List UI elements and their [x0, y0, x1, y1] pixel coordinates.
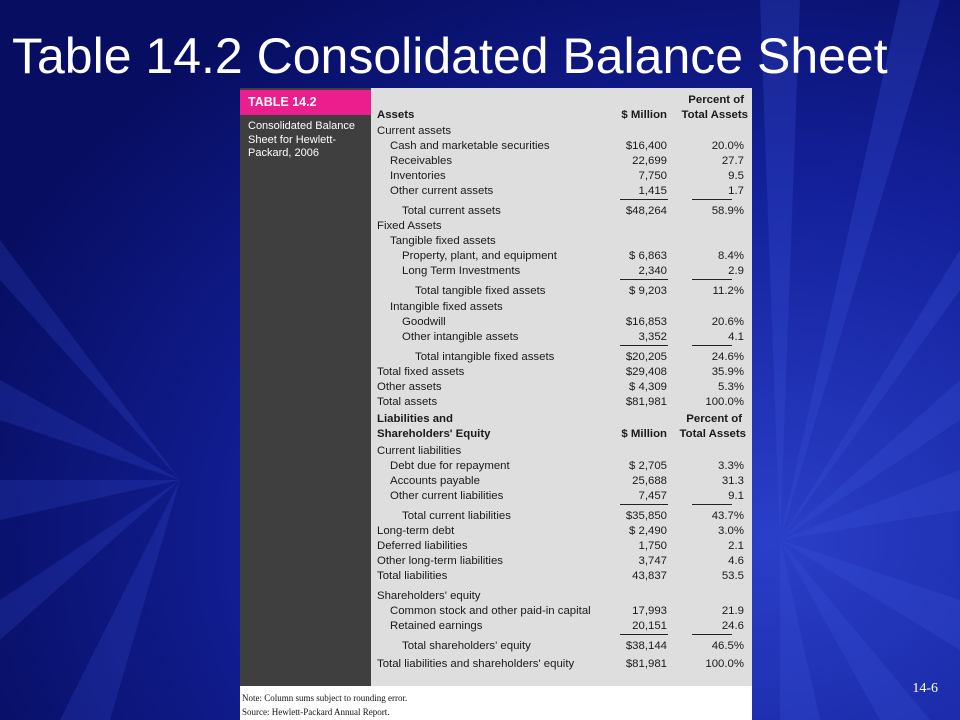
row-label: Other current assets	[390, 185, 494, 197]
row-amount: $ 2,705	[628, 460, 667, 472]
row-amount: $20,205	[625, 351, 667, 363]
row-amount: 20,151	[632, 620, 667, 632]
table-row	[240, 330, 752, 345]
table-notes	[240, 686, 752, 720]
row-label: Total assets	[377, 396, 438, 408]
row-label: Total liabilities and shareholders' equity	[377, 658, 575, 670]
row-label: Other long-term liabilities	[377, 555, 503, 567]
row-label: Total current liabilities	[402, 510, 511, 522]
table-row	[240, 380, 752, 395]
row-amount: $38,144	[625, 640, 667, 652]
row-label: Receivables	[390, 155, 453, 167]
row-label: Total shareholders' equity	[402, 640, 531, 652]
row-label: Other intangible assets	[402, 331, 519, 343]
row-amount: 1,750	[638, 540, 667, 552]
table-row	[240, 108, 752, 123]
row-amount: 7,750	[638, 170, 667, 182]
percent-subtotal-rule	[692, 634, 732, 635]
table-row	[240, 657, 752, 672]
row-percent: 1.7	[728, 185, 744, 197]
row-label: Goodwill	[402, 316, 446, 328]
percent-subtotal-rule	[692, 279, 732, 280]
row-amount: 22,699	[632, 155, 667, 167]
rounding-note: Note: Column sums subject to rounding error.	[242, 693, 408, 703]
row-label: Assets	[377, 109, 415, 121]
percent-subtotal-rule	[692, 504, 732, 505]
amount-subtotal-rule	[620, 345, 668, 346]
table-row	[240, 639, 752, 654]
row-percent: 27.7	[721, 155, 744, 167]
row-label: Debt due for repayment	[390, 460, 510, 472]
row-amount: $81,981	[625, 658, 667, 670]
table-row	[240, 219, 752, 234]
row-amount: $16,853	[625, 316, 667, 328]
table-row	[240, 184, 752, 199]
row-label: Intangible fixed assets	[390, 301, 503, 313]
row-label: Accounts payable	[390, 475, 480, 487]
row-label: Long Term Investments	[402, 265, 521, 277]
table-row	[240, 524, 752, 539]
amount-subtotal-rule	[620, 504, 668, 505]
table-row	[240, 154, 752, 169]
table-row	[240, 300, 752, 315]
row-label: Total intangible fixed assets	[415, 351, 555, 363]
row-percent: 53.5	[721, 570, 744, 582]
table-row	[240, 459, 752, 474]
table-row	[240, 489, 752, 504]
table-row	[240, 509, 752, 524]
table-row	[240, 474, 752, 489]
row-amount: $ 4,309	[628, 381, 667, 393]
page-number: 14-6	[912, 681, 938, 696]
amount-subtotal-rule	[620, 199, 668, 200]
row-amount: $ 2,490	[628, 525, 667, 537]
row-label: Current assets	[377, 125, 452, 137]
row-amount: $ 9,203	[628, 285, 667, 297]
row-amount: 3,747	[638, 555, 667, 567]
percent-subtotal-rule	[692, 199, 732, 200]
row-label: Tangible fixed assets	[390, 235, 496, 247]
liabilities-percent-column-header-line2: Total Assets	[679, 428, 746, 440]
amount-subtotal-rule	[620, 634, 668, 635]
liabilities-percent-column-header-line1: Percent of	[686, 413, 742, 425]
row-label: Total fixed assets	[377, 366, 465, 378]
row-amount: $81,981	[625, 396, 667, 408]
row-label: Other assets	[377, 381, 442, 393]
table-row	[240, 284, 752, 299]
row-label: Total liabilities	[377, 570, 448, 582]
table-row	[240, 124, 752, 139]
table-row	[240, 365, 752, 380]
row-label: Total tangible fixed assets	[415, 285, 546, 297]
row-amount: 3,352	[638, 331, 667, 343]
table-row	[240, 169, 752, 184]
table-row	[240, 264, 752, 279]
row-label: Fixed Assets	[377, 220, 442, 232]
row-label: Long-term debt	[377, 525, 455, 537]
row-label: Inventories	[390, 170, 446, 182]
row-label: Shareholders' Equity	[377, 428, 491, 440]
row-label: Property, plant, and equipment	[402, 250, 557, 262]
row-amount: $16,400	[625, 140, 667, 152]
slide-title: Table 14.2 Consolidated Balance Sheet	[12, 28, 888, 84]
percent-column-header-line1: Percent of	[688, 94, 744, 106]
row-percent: 24.6%	[711, 351, 744, 363]
row-percent: 5.3%	[718, 381, 744, 393]
row-amount: 7,457	[638, 490, 667, 502]
row-percent: 100.0%	[705, 396, 744, 408]
row-percent: 20.6%	[711, 316, 744, 328]
row-amount: $29,408	[625, 366, 667, 378]
row-percent: 20.0%	[711, 140, 744, 152]
balance-sheet-table	[240, 88, 752, 720]
table-row	[240, 315, 752, 330]
table-row	[240, 569, 752, 584]
row-percent: 4.1	[728, 331, 744, 343]
row-label: Current liabilities	[377, 445, 462, 457]
row-percent: 31.3	[721, 475, 744, 487]
row-label: Liabilities and	[377, 413, 453, 425]
table-row	[240, 234, 752, 249]
amount-column-header: $ Million	[621, 109, 667, 121]
row-amount: 43,837	[632, 570, 667, 582]
row-percent: 11.2%	[712, 285, 744, 297]
row-percent: 24.6	[721, 620, 744, 632]
row-amount: 25,688	[632, 475, 667, 487]
row-amount: 17,993	[632, 605, 667, 617]
table-row	[240, 604, 752, 619]
row-amount: $48,264	[625, 205, 667, 217]
table-row	[240, 350, 752, 365]
row-label: Total current assets	[402, 205, 501, 217]
row-percent: 43.7%	[711, 510, 744, 522]
row-percent: 3.0%	[718, 525, 744, 537]
table-row	[240, 139, 752, 154]
row-amount: $ 6,863	[628, 250, 667, 262]
row-percent: 8.4%	[718, 250, 744, 262]
row-percent: 2.9	[728, 265, 744, 277]
row-percent: 9.1	[728, 490, 744, 502]
row-percent: 58.9%	[711, 205, 744, 217]
table-row	[240, 412, 752, 427]
source-note: Source: Hewlett-Packard Annual Report.	[242, 707, 390, 717]
row-amount: $35,850	[625, 510, 667, 522]
row-percent: 100.0%	[705, 658, 744, 670]
row-label: Shareholders' equity	[377, 590, 481, 602]
table-caption: Consolidated Balance Sheet for Hewlett- Packard, 2006	[248, 120, 356, 159]
table-row	[240, 204, 752, 219]
row-percent: 35.9%	[711, 366, 744, 378]
percent-column-header-line2: Total Assets	[681, 109, 748, 121]
row-amount: 2,340	[638, 265, 667, 277]
row-percent: 4.6	[728, 555, 744, 567]
table-row	[240, 539, 752, 554]
table-row	[240, 249, 752, 264]
row-label: Deferred liabilities	[377, 540, 468, 552]
row-amount: 1,415	[638, 185, 667, 197]
row-label: Common stock and other paid-in capital	[390, 605, 591, 617]
table-grid	[240, 88, 752, 686]
table-row	[240, 395, 752, 410]
table-tag: TABLE 14.2	[240, 90, 371, 115]
row-label: Retained earnings	[390, 620, 483, 632]
row-percent: 21.9	[721, 605, 744, 617]
row-percent: 3.3%	[718, 460, 744, 472]
row-label: Cash and marketable securities	[390, 140, 550, 152]
percent-subtotal-rule	[692, 345, 732, 346]
table-row	[240, 589, 752, 604]
row-percent: 46.5%	[711, 640, 744, 652]
row-percent: 2.1	[728, 540, 744, 552]
amount-subtotal-rule	[620, 279, 668, 280]
table-row	[240, 444, 752, 459]
row-label: Other current liabilities	[390, 490, 504, 502]
row-percent: 9.5	[728, 170, 744, 182]
table-row	[240, 427, 752, 442]
table-row	[240, 554, 752, 569]
liabilities-amount-column-header: $ Million	[621, 428, 667, 440]
table-row	[240, 619, 752, 634]
